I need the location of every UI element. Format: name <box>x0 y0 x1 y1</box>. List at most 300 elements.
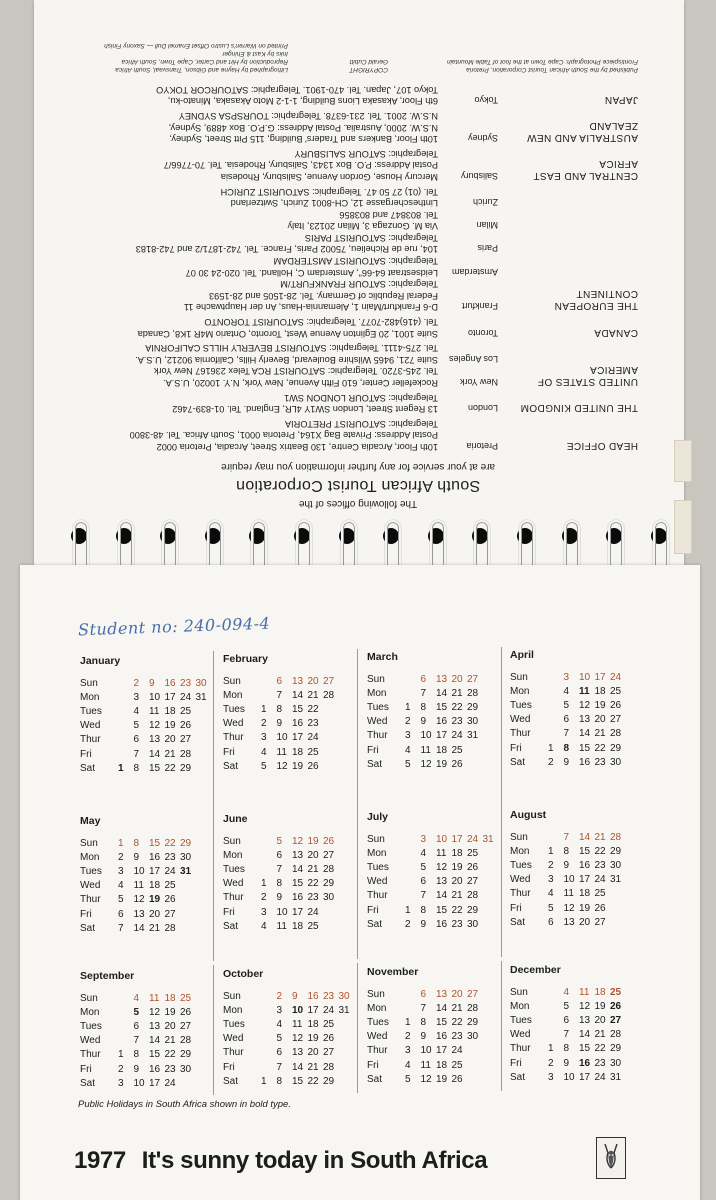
day-spacer <box>118 706 134 717</box>
office-address <box>78 185 438 208</box>
day-number: 24 <box>164 865 176 877</box>
handwritten-student-number: Student no: 240-094-4 <box>77 613 271 640</box>
weekday-label: Fri <box>510 902 522 914</box>
day-number: 16 <box>579 756 591 768</box>
day-numbers <box>405 759 467 770</box>
column-divider <box>213 965 214 1095</box>
day-number: 15 <box>292 878 304 890</box>
weekday-label: Thur <box>510 1043 531 1055</box>
day-number: 5 <box>420 861 427 873</box>
day-number: 31 <box>338 1004 350 1016</box>
day-numbers <box>548 917 610 928</box>
month-name: March <box>367 651 398 663</box>
day-number: 20 <box>451 673 463 685</box>
day-spacer <box>261 864 277 875</box>
day-number: 6 <box>563 1014 570 1026</box>
day-number: 10 <box>420 730 432 742</box>
office-city: Frankfurt <box>461 301 498 312</box>
day-number: 10 <box>133 1077 145 1089</box>
day-numbers <box>261 732 323 743</box>
day-number: 7 <box>420 687 427 699</box>
office-entries <box>78 417 498 452</box>
day-number: 26 <box>323 1033 335 1045</box>
week-row <box>80 921 220 935</box>
week-row <box>510 1028 650 1042</box>
day-numbers <box>548 1058 626 1069</box>
day-number: 4 <box>133 705 140 717</box>
day-number: 6 <box>133 734 140 746</box>
day-number: 11 <box>133 880 144 892</box>
day-spacer <box>261 1019 277 1030</box>
day-number: 3 <box>118 865 124 877</box>
weekday-label: Mon <box>223 849 243 861</box>
day-number: 15 <box>292 703 304 715</box>
day-number: 11 <box>276 920 287 932</box>
weekday-label: Mon <box>367 1002 387 1014</box>
day-number: 18 <box>436 1059 448 1071</box>
week-row <box>510 844 650 858</box>
day-number: 21 <box>594 728 606 740</box>
day-number: 5 <box>563 1000 570 1012</box>
day-number: 1 <box>261 1075 267 1087</box>
day-numbers <box>118 1007 196 1018</box>
address-line: D-6 Frankfurt/Main 1, Alemannia-Haus, An der Hauptwache 11 <box>183 302 438 313</box>
day-numbers <box>118 894 180 905</box>
day-number: 29 <box>180 837 192 849</box>
day-numbers <box>548 832 626 843</box>
weekday-label: Mon <box>223 1004 243 1016</box>
day-number: 2 <box>261 718 267 730</box>
day-number: 3 <box>261 732 267 744</box>
day-number: 16 <box>307 990 319 1002</box>
day-numbers <box>118 852 196 863</box>
week-row <box>80 704 220 718</box>
day-number: 29 <box>467 701 479 713</box>
day-number: 30 <box>610 1057 622 1069</box>
office-entries <box>78 83 498 106</box>
day-number: 28 <box>323 1061 335 1073</box>
week-row <box>510 901 650 915</box>
month-block <box>510 809 650 929</box>
weekday-label: Thur <box>510 728 531 740</box>
day-number: 15 <box>436 1016 448 1028</box>
day-number: 19 <box>164 720 176 732</box>
day-number: 22 <box>164 1049 176 1061</box>
office-entry <box>78 342 498 365</box>
day-number: 12 <box>149 720 161 732</box>
day-numbers <box>118 1021 196 1032</box>
day-number: 23 <box>180 677 192 689</box>
day-number: 10 <box>579 671 591 683</box>
month-block <box>80 970 220 1090</box>
day-number: 5 <box>133 1006 140 1018</box>
day-numbers <box>261 1019 339 1030</box>
day-spacer <box>548 714 564 725</box>
day-number: 6 <box>276 849 283 861</box>
weekday-label: Wed <box>223 718 244 730</box>
weekday-label: Tues <box>510 1014 532 1026</box>
day-numbers <box>118 720 196 731</box>
weekday-label: Sun <box>367 988 385 1000</box>
day-numbers <box>261 1076 339 1087</box>
weekday-label: Fri <box>223 906 235 918</box>
week-row <box>223 877 363 891</box>
day-number: 14 <box>436 1002 448 1014</box>
day-number: 9 <box>276 892 283 904</box>
day-number: 13 <box>149 734 161 746</box>
week-row <box>223 1017 363 1031</box>
day-number: 7 <box>420 890 427 902</box>
day-number: 24 <box>307 906 319 918</box>
day-number: 19 <box>292 760 304 772</box>
weekday-label: Tues <box>510 699 532 711</box>
office-region: AUSTRALIA AND NEW ZEALAND <box>526 120 638 144</box>
day-number: 28 <box>610 728 622 740</box>
day-number: 21 <box>451 890 463 902</box>
week-row <box>223 862 363 876</box>
week-row <box>510 915 650 929</box>
springbok-head-icon <box>596 1137 626 1179</box>
weekday-label: Thur <box>80 734 101 746</box>
day-number: 4 <box>563 986 570 998</box>
week-row <box>80 676 220 690</box>
day-number: 6 <box>276 675 283 687</box>
day-number: 28 <box>467 687 479 699</box>
week-row <box>223 919 363 933</box>
day-spacer <box>118 734 134 745</box>
weekday-label: Fri <box>367 1059 379 1071</box>
address-line: Tokyo 107, Japan. Tel. 470-1901. Telegraphic: SATOURCOR TOKYO <box>156 84 438 95</box>
day-number: 7 <box>133 1035 140 1047</box>
office-city: Los Angeles <box>448 353 498 364</box>
day-number: 17 <box>292 906 304 918</box>
address-line: Via M. Gonzaga 3, Milan 20123, Italy <box>287 221 438 232</box>
weekday-label: Sun <box>80 992 98 1004</box>
day-number: 2 <box>548 756 554 768</box>
weekday-label: Thur <box>223 892 244 904</box>
day-number: 25 <box>164 880 176 892</box>
day-number: 28 <box>610 1029 622 1041</box>
day-number: 21 <box>164 748 176 760</box>
office-city: London <box>467 403 498 414</box>
day-number: 4 <box>261 746 267 758</box>
day-number: 8 <box>276 1075 283 1087</box>
day-spacer <box>405 848 421 859</box>
address-line: Telegraphic: SATOUR FRANKFURT/M <box>280 279 438 290</box>
day-number: 11 <box>436 847 447 859</box>
week-row <box>80 1048 220 1062</box>
day-spacer <box>405 834 421 845</box>
office-list <box>78 83 638 452</box>
column-divider <box>357 809 358 959</box>
weekday-label: Fri <box>510 1057 522 1069</box>
day-spacer <box>405 1003 421 1014</box>
day-number: 26 <box>323 835 335 847</box>
address-line: Rockefeller Center, 610 Fifth Avenue, New York, N.Y. 10020, U.S.A. <box>163 378 438 389</box>
day-spacer <box>261 991 277 1002</box>
day-number: 14 <box>149 748 161 760</box>
office-address <box>78 315 438 338</box>
week-row <box>223 989 363 1003</box>
day-number: 20 <box>164 734 176 746</box>
day-numbers <box>261 892 339 903</box>
day-number: 7 <box>133 748 140 760</box>
week-row <box>367 1001 507 1015</box>
day-number: 14 <box>292 1061 304 1073</box>
column-divider <box>357 649 358 809</box>
day-number: 9 <box>292 990 298 1002</box>
day-number: 27 <box>610 1014 622 1026</box>
day-number: 12 <box>292 835 304 847</box>
day-numbers <box>548 672 626 683</box>
day-number: 23 <box>323 990 335 1002</box>
day-number: 4 <box>420 847 427 859</box>
day-number: 7 <box>276 863 283 875</box>
address-line: Telegraphic: SATOURIST PRETORIA <box>284 418 438 429</box>
day-number: 1 <box>118 1049 124 1061</box>
day-number: 14 <box>292 863 304 875</box>
slogan-year: 1977 <box>74 1147 126 1174</box>
day-number: 18 <box>164 705 176 717</box>
week-row <box>80 690 220 704</box>
day-number: 5 <box>563 699 570 711</box>
day-number: 9 <box>563 1057 570 1069</box>
week-row <box>367 715 507 729</box>
day-number: 7 <box>563 1029 570 1041</box>
day-numbers <box>261 921 323 932</box>
day-number: 12 <box>436 861 448 873</box>
day-number: 11 <box>420 744 431 756</box>
address-line: 10th Floor, Bankers and Traders' Building, 115 Pitt Street, Sydney, <box>169 134 438 145</box>
day-number: 28 <box>180 1035 192 1047</box>
week-row <box>510 830 650 844</box>
day-number: 5 <box>548 902 554 914</box>
week-row <box>367 1058 507 1072</box>
address-line: Telegraphic: SATOURIST PARIS <box>304 232 438 243</box>
day-number: 13 <box>579 1014 591 1026</box>
office-region: HEAD OFFICE <box>566 440 638 451</box>
office-entry <box>78 417 498 452</box>
day-number: 25 <box>307 920 319 932</box>
week-row <box>367 903 507 917</box>
month-block <box>223 968 363 1088</box>
office-region: CENTRAL AND EAST AFRICA <box>533 157 638 181</box>
day-number: 6 <box>276 1047 283 1059</box>
day-spacer <box>405 989 421 1000</box>
day-number: 8 <box>276 878 283 890</box>
week-row <box>510 1042 650 1056</box>
day-number: 6 <box>420 988 427 1000</box>
address-line: Tel. (416)482-7077. Telegraphic: SATOURIST TORONTO <box>204 317 438 328</box>
day-number: 11 <box>149 705 160 717</box>
weekday-label: Tues <box>223 1018 245 1030</box>
day-number: 13 <box>292 849 304 861</box>
day-number: 27 <box>164 908 176 920</box>
day-spacer <box>261 1047 277 1058</box>
day-numbers <box>548 874 626 885</box>
day-numbers <box>548 700 626 711</box>
weekday-label: Wed <box>510 714 531 726</box>
week-row <box>223 891 363 905</box>
day-number: 10 <box>292 1004 304 1016</box>
day-number: 25 <box>307 746 319 758</box>
day-number: 6 <box>548 916 554 928</box>
address-line: Tel. (01) 27 50 47. Telegraphic: SATOURIST ZURICH <box>220 186 438 197</box>
day-number: 21 <box>307 1061 319 1073</box>
day-number: 21 <box>307 863 319 875</box>
day-numbers <box>405 862 483 873</box>
day-number: 23 <box>594 859 606 871</box>
weekday-label: Sat <box>80 762 96 774</box>
day-spacer <box>261 676 277 687</box>
day-number: 17 <box>579 874 591 886</box>
day-number: 16 <box>436 716 448 728</box>
column-divider <box>213 651 214 811</box>
week-row <box>510 873 650 887</box>
day-number: 1 <box>261 703 267 715</box>
day-numbers <box>118 993 196 1004</box>
week-row <box>510 1056 650 1070</box>
day-number: 10 <box>563 874 575 886</box>
day-number: 25 <box>451 744 463 756</box>
day-number: 18 <box>594 685 606 697</box>
office-entry <box>78 147 498 182</box>
office-entry <box>78 365 498 388</box>
office-group <box>78 185 638 313</box>
weekday-label: Tues <box>367 861 389 873</box>
week-row <box>80 879 220 893</box>
address-line: Telegraphic: SATOURIST AMSTERDAM <box>273 256 438 267</box>
week-row <box>80 719 220 733</box>
day-number: 14 <box>579 728 591 740</box>
month-block <box>510 649 650 769</box>
day-number: 30 <box>195 677 207 689</box>
day-numbers <box>405 876 483 887</box>
day-numbers <box>118 909 180 920</box>
week-row <box>80 1034 220 1048</box>
day-number: 2 <box>405 918 411 930</box>
office-group <box>78 109 638 144</box>
day-number: 5 <box>133 720 140 732</box>
day-spacer <box>405 876 421 887</box>
column-divider <box>357 963 358 1093</box>
office-entry <box>78 231 498 254</box>
day-numbers <box>118 763 196 774</box>
day-spacer <box>118 1021 134 1032</box>
day-numbers <box>548 987 626 998</box>
day-numbers <box>261 878 339 889</box>
week-row <box>223 674 363 688</box>
office-address <box>78 342 438 365</box>
day-number: 29 <box>180 762 192 774</box>
day-number: 7 <box>276 689 283 701</box>
day-number: 1 <box>405 904 411 916</box>
office-entries <box>78 185 498 313</box>
week-row <box>510 755 650 769</box>
day-number: 11 <box>292 1018 303 1030</box>
week-row <box>367 729 507 743</box>
day-numbers <box>405 1060 467 1071</box>
day-numbers <box>405 848 483 859</box>
day-numbers <box>548 1043 626 1054</box>
day-number: 4 <box>563 685 570 697</box>
day-numbers <box>118 1049 196 1060</box>
weekday-label: Tues <box>367 1016 389 1028</box>
day-spacer <box>548 672 564 683</box>
day-number: 24 <box>594 874 606 886</box>
day-number: 28 <box>180 748 192 760</box>
day-number: 22 <box>307 1075 319 1087</box>
day-number: 8 <box>133 1049 140 1061</box>
office-address <box>78 417 438 452</box>
month-block <box>223 813 363 933</box>
day-number: 12 <box>420 1073 432 1085</box>
month-block <box>80 815 220 935</box>
day-number: 19 <box>436 1073 448 1085</box>
day-number: 19 <box>149 894 161 906</box>
day-number: 15 <box>579 742 591 754</box>
office-group <box>78 417 638 452</box>
day-number: 17 <box>451 833 463 845</box>
day-number: 22 <box>594 845 606 857</box>
day-number: 14 <box>149 1035 161 1047</box>
week-row <box>510 684 650 698</box>
day-number: 13 <box>563 916 575 928</box>
day-number: 13 <box>579 714 591 726</box>
day-number: 27 <box>467 988 479 1000</box>
slogan-text: It's sunny today in South Africa <box>141 1147 488 1174</box>
weekday-label: Sat <box>80 1077 96 1089</box>
week-row <box>367 757 507 771</box>
day-spacer <box>548 1015 564 1026</box>
day-number: 4 <box>548 888 554 900</box>
day-number: 2 <box>261 892 267 904</box>
credits-publisher <box>408 41 638 73</box>
week-row <box>80 733 220 747</box>
day-numbers <box>548 1001 626 1012</box>
office-city: Pretoria <box>466 441 498 451</box>
office-group <box>78 315 638 338</box>
day-number: 5 <box>276 1033 283 1045</box>
weekday-label: Fri <box>80 748 92 760</box>
day-numbers <box>548 1015 626 1026</box>
day-numbers <box>118 880 180 891</box>
day-number: 4 <box>133 992 140 1004</box>
day-spacer <box>118 749 134 760</box>
day-number: 18 <box>292 920 304 932</box>
day-number: 13 <box>436 988 448 1000</box>
week-row <box>223 1074 363 1088</box>
day-numbers <box>118 866 196 877</box>
day-number: 17 <box>436 730 448 742</box>
column-divider <box>501 961 502 1091</box>
weekday-label: Mon <box>80 1006 100 1018</box>
day-number: 26 <box>180 1006 192 1018</box>
day-number: 25 <box>451 1059 463 1071</box>
day-number: 1 <box>118 762 124 774</box>
office-entries <box>78 342 498 388</box>
office-city: Milan <box>476 220 498 231</box>
day-number: 26 <box>451 758 463 770</box>
day-number: 12 <box>579 1000 591 1012</box>
week-row <box>367 1015 507 1029</box>
day-number: 3 <box>548 874 554 886</box>
day-numbers <box>405 730 483 741</box>
day-number: 22 <box>164 837 176 849</box>
weekday-label: Thur <box>510 888 531 900</box>
office-address <box>78 255 438 278</box>
office-address <box>78 83 438 106</box>
